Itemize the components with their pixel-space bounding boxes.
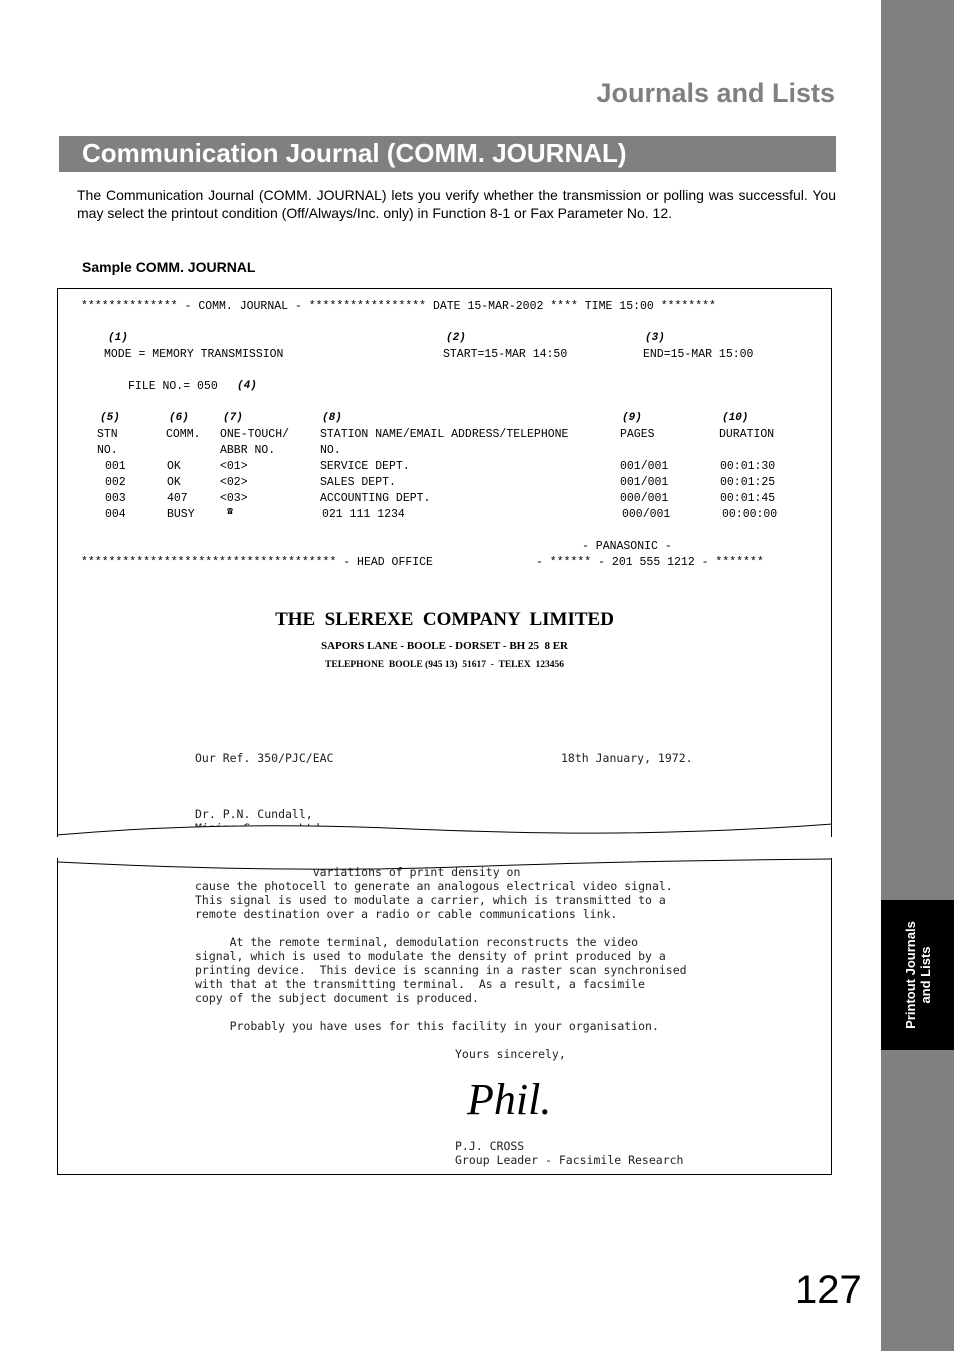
heading-bar bbox=[59, 136, 836, 172]
col-stn: STN bbox=[97, 428, 118, 441]
row1-comm: OK bbox=[167, 460, 181, 473]
paragraph-1: cause the photocell to generate an analogous electrical video signal. This signal is used to modulate a carrier, which is transmitted to a remote destination over a radio or cable communications link. bbox=[195, 879, 673, 921]
chapter-tab bbox=[881, 900, 954, 1050]
label-4: (4) bbox=[237, 380, 257, 392]
label-3: (3) bbox=[645, 332, 665, 344]
row2-station: SALES DEPT. bbox=[320, 476, 396, 489]
signer-name: P.J. CROSS bbox=[455, 1139, 525, 1153]
torn-edge-top bbox=[57, 819, 832, 837]
footer-left: ************************************* - HEAD OFFICE bbox=[81, 556, 433, 569]
row1-abbr: <01> bbox=[220, 460, 248, 473]
telephone-icon: ☎ bbox=[227, 507, 234, 518]
label-9: (9) bbox=[622, 412, 642, 424]
row1-duration: 00:01:30 bbox=[720, 460, 776, 473]
row1-pages: 001/001 bbox=[620, 460, 669, 473]
our-ref: Our Ref. 350/PJC/EAC bbox=[195, 751, 334, 765]
footer-brand: - PANASONIC - bbox=[582, 540, 672, 553]
row2-stn: 002 bbox=[105, 476, 126, 489]
company-name: THE SLEREXE COMPANY LIMITED bbox=[275, 609, 614, 630]
company-telephone: TELEPHONE BOOLE (945 13) 51617 - TELEX 123456 bbox=[325, 660, 564, 670]
row4-pages: 000/001 bbox=[622, 508, 671, 521]
paragraph-2: At the remote terminal, demodulation reconstructs the video signal, which is used to modulate the density of print produced by a printing device. This device is scanning in a raster scan synchronised with that at the transmitting terminal. As a result, a facsimile copy of the subject document is produced. bbox=[195, 935, 687, 1005]
page-number: 127 bbox=[795, 1268, 862, 1312]
label-7: (7) bbox=[223, 412, 243, 424]
col-comm: COMM. bbox=[166, 428, 201, 441]
label-2: (2) bbox=[446, 332, 466, 344]
col-pages: PAGES bbox=[620, 428, 655, 441]
paragraph-3: Probably you have uses for this facility in your organisation. bbox=[195, 1019, 659, 1033]
row2-pages: 001/001 bbox=[620, 476, 669, 489]
letter-sheet bbox=[57, 858, 832, 1175]
row3-station: ACCOUNTING DEPT. bbox=[320, 492, 431, 505]
row1-station: SERVICE DEPT. bbox=[320, 460, 410, 473]
row2-duration: 00:01:25 bbox=[720, 476, 776, 489]
label-10: (10) bbox=[722, 412, 749, 424]
col-station-2: NO. bbox=[320, 444, 341, 457]
sample-label: Sample COMM. JOURNAL bbox=[82, 259, 256, 275]
label-6: (6) bbox=[169, 412, 189, 424]
col-onetouch: ONE-TOUCH/ bbox=[220, 428, 290, 441]
footer-right: - ****** - 201 555 1212 - ******* bbox=[536, 556, 764, 569]
col-station: STATION NAME/EMAIL ADDRESS/TELEPHONE bbox=[320, 428, 569, 441]
closing: Yours sincerely, bbox=[455, 1047, 566, 1061]
row3-comm: 407 bbox=[167, 492, 188, 505]
signer-title: Group Leader - Facsimile Research bbox=[455, 1153, 684, 1167]
intro-paragraph: The Communication Journal (COMM. JOURNAL) lets you verify whether the transmission or polling was successful. You may select the printout condition (Off/Always/Inc. only) in Function 8-1 or Fax Parameter No. 12. bbox=[77, 187, 836, 221]
chapter-tab-line1: Printout Journals bbox=[902, 921, 918, 1029]
col-duration: DURATION bbox=[719, 428, 775, 441]
side-bar bbox=[881, 0, 954, 1351]
row2-comm: OK bbox=[167, 476, 181, 489]
page-heading: Communication Journal (COMM. JOURNAL) bbox=[82, 138, 627, 168]
start-text: START=15-MAR 14:50 bbox=[443, 348, 568, 361]
col-stn-2: NO. bbox=[97, 444, 118, 457]
label-1: (1) bbox=[108, 332, 128, 344]
journal-sheet bbox=[57, 288, 832, 837]
file-no-text: FILE NO.= 050 bbox=[128, 380, 218, 393]
end-text: END=15-MAR 15:00 bbox=[643, 348, 754, 361]
company-address: SAPORS LANE - BOOLE - DORSET - BH 25 8 ER bbox=[320, 640, 569, 652]
row4-comm: BUSY bbox=[167, 508, 195, 521]
mode-text: MODE = MEMORY TRANSMISSION bbox=[104, 348, 284, 361]
row1-stn: 001 bbox=[105, 460, 126, 473]
row3-pages: 000/001 bbox=[620, 492, 669, 505]
chapter-tab-line2: and Lists bbox=[917, 946, 933, 1004]
row4-duration: 00:00:00 bbox=[722, 508, 778, 521]
partial-line: variations of print density on bbox=[195, 865, 521, 879]
row3-duration: 00:01:45 bbox=[720, 492, 776, 505]
journal-header-line: ************** - COMM. JOURNAL - ***************** DATE 15-MAR-2002 **** TIME 15:00 ******** bbox=[81, 300, 716, 313]
label-8: (8) bbox=[322, 412, 342, 424]
row4-station: 021 111 1234 bbox=[322, 508, 405, 521]
section-title: Journals and Lists bbox=[596, 78, 835, 108]
letter-date: 18th January, 1972. bbox=[561, 751, 693, 765]
row3-abbr: <03> bbox=[220, 492, 248, 505]
recipient-name: Dr. P.N. Cundall, bbox=[195, 807, 313, 821]
col-onetouch-2: ABBR NO. bbox=[220, 444, 276, 457]
label-5: (5) bbox=[100, 412, 120, 424]
row4-stn: 004 bbox=[105, 508, 126, 521]
row3-stn: 003 bbox=[105, 492, 126, 505]
signature: Phil. bbox=[467, 1075, 552, 1124]
row2-abbr: <02> bbox=[220, 476, 248, 489]
